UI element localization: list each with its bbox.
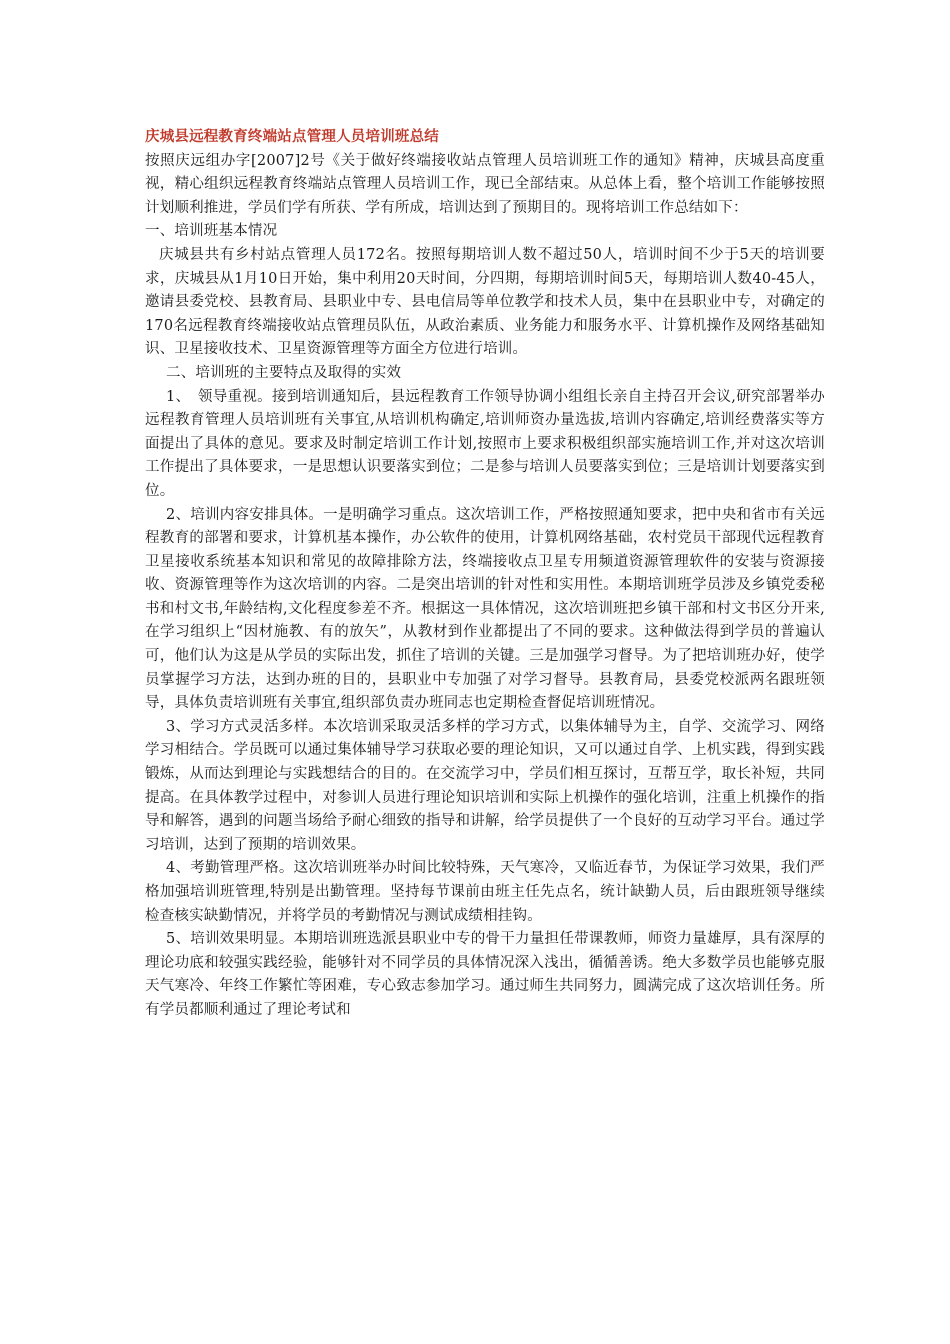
point-3-paragraph: 3、学习方式灵活多样。本次培训采取灵活多样的学习方式，以集体辅导为主，自学、交流学习、网络学习相结合。学员既可以通过集体辅导学习获取必要的理论知识，又可以通过自学、上机实践，得到实践锻炼，从而达到理论与实践想结合的目的。在交流学习中，学员们相互探讨，互帮互学，取长补短，共同提高。在具体教学过程中，对参训人员进行理论知识培训和实际上机操作的强化培训，注重上机操作的指导和解答，遇到的问题当场给予耐心细致的指导和讲解，给学员提供了一个良好的互动学习平台。通过学习培训，达到了预期的培训效果。 (145, 718, 825, 853)
intro-paragraph: 按照庆远组办字[2007]2号《关于做好终端接收站点管理人员培训班工作的通知》精神，庆城县高度重视，精心组织远程教育终端站点管理人员培训工作，现已全部结束。从总体上看，整个培训工作能够按照计划顺利推进，学员们学有所获、学有所成，培训达到了预期目的。现将培训工作总结如下： (145, 152, 825, 216)
section-2-heading: 二、培训班的主要特点及取得的实效 (166, 364, 402, 381)
document-body (145, 126, 825, 1023)
document-title: 庆城县远程教育终端站点管理人员培训班总结 (145, 129, 439, 145)
point-1-paragraph: 1、 领导重视。接到培训通知后，县远程教育工作领导协调小组组长亲自主持召开会议,研究部署举办远程教育管理人员培训班有关事宜,从培训机构确定,培训师资办量选拔,培训内容确定,培训经费落实等方面提出了具体的意见。要求及时制定培训工作计划,按照市上要求积极组织部实施培训工作,并对这次培训工作提出了具体要求，一是思想认识要落实到位；二是参与培训人员要落实到位；三是培训计划要落实到位。 (145, 388, 825, 499)
section-1-paragraph: 庆城县共有乡村站点管理人员172名。按照每期培训人数不超过50人，培训时间不少于5天的培训要求，庆城县从1月10日开始，集中利用20天时间，分四期，每期培训时间5天，每期培训人数40-45人，邀请县委党校、县教育局、县职业中专、县电信局等单位教学和技术人员，集中在县职业中专，对确定的170名远程教育终端接收站点管理员队伍，从政治素质、业务能力和服务水平、计算机操作及网络基础知识、卫星接收技术、卫星资源管理等方面全方位进行培训。 (145, 246, 825, 358)
point-4-paragraph: 4、考勤管理严格。这次培训班举办时间比较特殊，天气寒冷，又临近春节，为保证学习效果，我们严格加强培训班管理,特别是出勤管理。坚持每节课前由班主任先点名，统计缺勤人员，后由跟班领导继续检查核实缺勤情况，并将学员的考勤情况与测试成绩相挂钩。 (145, 860, 825, 924)
section-1-heading: 一、培训班基本情况 (145, 223, 278, 240)
point-2-paragraph: 2、培训内容安排具体。一是明确学习重点。这次培训工作，严格按照通知要求，把中央和省市有关远程教育的部署和要求，计算机基本操作，办公软件的使用，计算机网络基础，农村党员干部现代远程教育卫星接收系统基本知识和常见的故障排除方法，终端接收点卫星专用频道资源管理软件的安装与资源接收、资源管理等作为这次培训的内容。二是突出培训的针对性和实用性。本期培训班学员涉及乡镇党委秘书和村文书,年龄结构,文化程度参差不齐。根据这一具体情况，这次培训班把乡镇干部和村文书区分开来,在学习组织上“因材施教、有的放矢”，从教材到作业都提出了不同的要求。这种做法得到学员的普遍认可，他们认为这是从学员的实际出发，抓住了培训的关键。三是加强学习督导。为了把培训班办好，使学员掌握学习方法，达到办班的目的，县职业中专加强了对学习督导。县教育局，县委党校派两名跟班领导，具体负责培训班有关事宜,组织部负责办班同志也定期检查督促培训班情况。 (145, 506, 825, 712)
point-5-paragraph: 5、培训效果明显。本期培训班选派县职业中专的骨干力量担任带课教师，师资力量雄厚，具有深厚的理论功底和较强实践经验，能够针对不同学员的具体情况深入浅出，循循善诱。绝大多数学员也能够克服天气寒冷、年终工作繁忙等困难，专心致志参加学习。通过师生共同努力，圆满完成了这次培训任务。所有学员都顺利通过了理论考试和 (145, 931, 825, 1018)
